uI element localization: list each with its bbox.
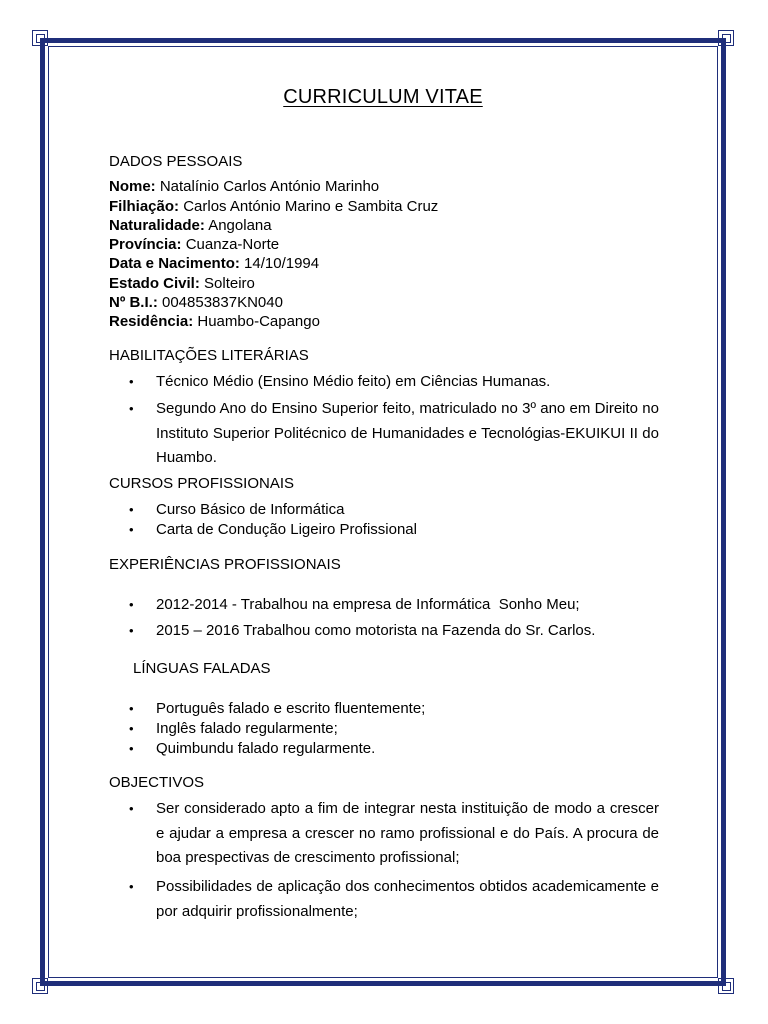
section-heading-objectivos: OBJECTIVOS: [109, 774, 205, 791]
list-item: [129, 739, 659, 759]
list-item: [129, 500, 659, 520]
field-label: Data e Nacimento:: [109, 255, 240, 272]
section-heading-cursos: CURSOS PROFISSIONAIS: [109, 475, 295, 492]
field-provincia: [109, 236, 279, 253]
field-value: Carlos António Marino e Sambita Cruz: [183, 198, 439, 215]
field-label: Residência:: [109, 313, 194, 330]
field-label: Naturalidade:: [109, 217, 205, 234]
list-item-text: Ser considerado apto a fim de integrar nesta instituição de modo a crescer e ajudar a empresa a crescer no ramo profissional e do País. A procura de boa prespectivas de crescimento profissional;: [156, 800, 659, 866]
section-heading-experiencias: EXPERIÊNCIAS PROFISSIONAIS: [109, 556, 341, 573]
field-label: Província:: [109, 236, 182, 253]
corner-ornament-top-left: [32, 30, 48, 46]
list-item-text: Quimbundu falado regularmente.: [156, 740, 376, 757]
section-heading-dados-pessoais: DADOS PESSOAIS: [109, 153, 243, 170]
bullet-icon: •: [129, 879, 134, 894]
field-value: Natalínio Carlos António Marinho: [159, 178, 380, 195]
bullet-icon: •: [129, 374, 134, 389]
field-value: Angolana: [208, 217, 272, 234]
field-filhiacao: [109, 198, 438, 215]
field-data-nascimento: [109, 255, 319, 272]
field-value: 004853837KN040: [161, 294, 283, 311]
list-item: [129, 875, 659, 924]
list-item: [129, 719, 659, 739]
field-estado-civil: [109, 275, 255, 292]
list-item-text: Possibilidades de aplicação dos conhecimentos obtidos academicamente e por adquirir profissionalmente;: [156, 878, 659, 920]
list-item: [129, 370, 659, 395]
field-bi: [109, 294, 283, 311]
list-item: [129, 520, 659, 540]
bullet-icon: •: [129, 522, 134, 537]
bullet-icon: •: [129, 801, 134, 816]
list-item-text: Português falado e escrito fluentemente;: [156, 700, 426, 717]
section-heading-linguas: LÍNGUAS FALADAS: [133, 660, 271, 677]
list-item-text: 2012-2014 - Trabalhou na empresa de Informática Sonho Meu;: [156, 596, 580, 613]
bullet-icon: •: [129, 502, 134, 517]
section-heading-habilitacoes: HABILITAÇÕES LITERÁRIAS: [109, 347, 309, 364]
corner-ornament-top-right: [718, 30, 734, 46]
field-value: Solteiro: [204, 275, 255, 292]
bullet-icon: •: [129, 623, 134, 638]
list-item-text: 2015 – 2016 Trabalhou como motorista na Fazenda do Sr. Carlos.: [156, 622, 596, 639]
field-value: Cuanza-Norte: [185, 236, 280, 253]
bullet-icon: •: [129, 701, 134, 716]
document-title: CURRICULUM VITAE: [283, 86, 483, 108]
field-label: Nome:: [109, 178, 156, 195]
field-naturalidade: [109, 217, 272, 234]
field-value: Huambo-Capango: [197, 313, 320, 330]
field-label: Filhiação:: [109, 198, 180, 215]
bullet-icon: •: [129, 741, 134, 756]
field-label: Nº B.I.:: [109, 294, 158, 311]
bullet-icon: •: [129, 597, 134, 612]
list-item: [129, 619, 659, 644]
list-item: [129, 397, 659, 471]
corner-ornament-bottom-left: [32, 978, 48, 994]
list-item-text: Carta de Condução Ligeiro Profissional: [156, 521, 417, 538]
list-item: [129, 699, 659, 719]
list-item: [129, 593, 659, 618]
field-value: 14/10/1994: [244, 255, 320, 272]
list-item-text: Técnico Médio (Ensino Médio feito) em Ciências Humanas.: [156, 373, 551, 390]
field-nome: [109, 178, 379, 195]
corner-ornament-bottom-right: [718, 978, 734, 994]
field-label: Estado Civil:: [109, 275, 200, 292]
list-item-text: Inglês falado regularmente;: [156, 720, 338, 737]
list-item-text: Segundo Ano do Ensino Superior feito, matriculado no 3º ano em Direito no Instituto Superior Politécnico de Humanidades e Tecnológias-EKUIKUI II do Huambo.: [156, 400, 659, 466]
bullet-icon: •: [129, 721, 134, 736]
list-item-text: Curso Básico de Informática: [156, 501, 345, 518]
bullet-icon: •: [129, 401, 134, 416]
list-item: [129, 797, 659, 871]
field-residencia: [109, 313, 320, 330]
